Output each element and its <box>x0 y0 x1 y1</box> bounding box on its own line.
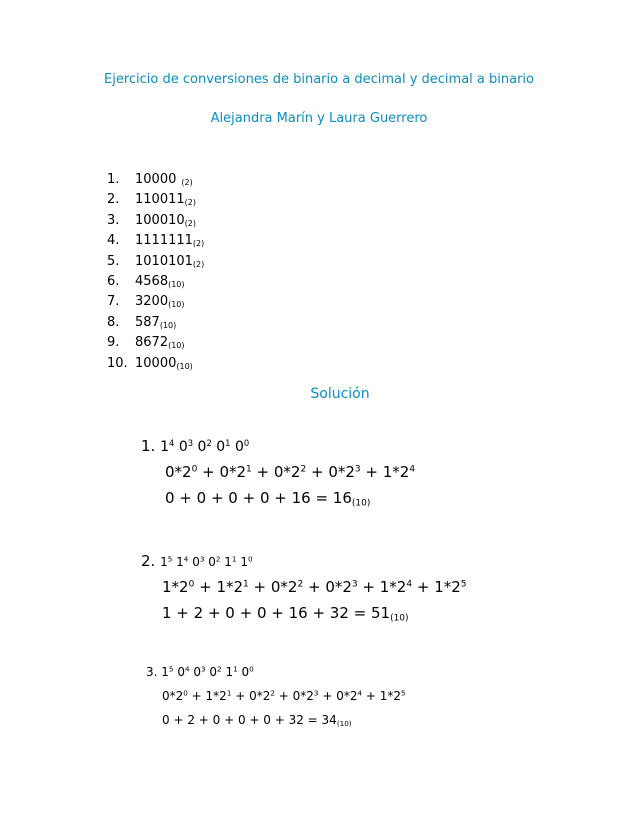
expansion-term: $0*2^3$ <box>292 688 319 703</box>
item-value: 1111111 <box>135 233 193 249</box>
digit-with-position: $0^3$ <box>178 437 194 455</box>
item-value: 10000 <box>135 172 177 187</box>
expansion-term: $0*2^3$ <box>328 463 361 481</box>
expansion-term: $1*2^4$ <box>379 578 413 596</box>
expansion-line: $0*2^0 + 1*2^1 + 0*2^2 + 0*2^3 + 0*2^4 + 1*2^5$ <box>162 688 406 703</box>
item-number: 8. <box>107 314 120 330</box>
sum-base: (10) <box>390 613 409 624</box>
expansion-term: $0*2^2$ <box>273 463 307 481</box>
binary-digits-line <box>141 552 253 570</box>
sum-line: $0 + 0 + 0 + 0 + 16 = 16_{(10)}$ <box>165 489 371 509</box>
item-base: (10) <box>168 279 185 289</box>
item-number: 9. <box>107 335 120 351</box>
expansion-term: $1*2^0$ <box>162 578 195 596</box>
item-number: 5. <box>107 253 120 269</box>
item-base: (10) <box>176 361 193 371</box>
digit-with-position: $0^3$ <box>192 554 205 569</box>
sum-base: (10) <box>351 498 371 509</box>
digit-with-position: $0^2$ <box>209 664 222 679</box>
digit-with-position: $1^1$ <box>224 554 237 569</box>
digit-with-position: $0^0$ <box>234 437 250 455</box>
solution-title: Solución <box>310 386 370 402</box>
digit-with-position: $1^0$ <box>240 554 253 569</box>
expansion-term: $0*2^2$ <box>249 688 275 703</box>
expansion-term: $0*2^4$ <box>336 688 363 703</box>
digit-with-position: $0^2$ <box>208 554 221 569</box>
item-base: (2) <box>184 218 196 228</box>
digit-with-position: $1^5$ <box>160 554 173 569</box>
expansion-term: $0*2^1$ <box>219 463 252 481</box>
expansion-term: $0*2^0$ <box>165 463 198 481</box>
expansion-line: $0*2^0 + 0*2^1 + 0*2^2 + 0*2^3 + 1*2^4$ <box>165 463 416 481</box>
document-title: Ejercicio de conversiones de binario a decimal y decimal a binario <box>104 72 534 87</box>
item-number: 6. <box>107 273 120 289</box>
digit-with-position: $0^2$ <box>197 437 212 455</box>
sum-base: (10) <box>336 719 352 729</box>
expansion-term: $0*2^2$ <box>270 578 304 596</box>
digit-with-position: $1^5$ <box>161 664 174 679</box>
item-value: 3200 <box>135 294 169 310</box>
expansion-term: $1*2^1$ <box>216 578 249 596</box>
item-base: (2) <box>181 178 193 187</box>
document-authors: Alejandra Marín y Laura Guerrero <box>210 111 428 126</box>
item-base: (2) <box>192 259 205 269</box>
item-value: 4568 <box>135 273 169 289</box>
item-value: 10000 <box>135 355 177 371</box>
item-value: 100010 <box>135 212 185 228</box>
binary-digits-line <box>146 665 254 679</box>
item-base: (10) <box>168 300 185 310</box>
solution-label: 3. <box>146 665 162 679</box>
expansion-term: $0*2^0$ <box>162 688 188 703</box>
item-value: 587 <box>135 314 160 330</box>
sum-line: $0 + 2 + 0 + 0 + 0 + 32 = 34_{(10)}$ <box>162 713 352 729</box>
item-value: 8672 <box>135 335 169 351</box>
item-base: (2) <box>192 239 205 249</box>
item-base: (10) <box>168 341 185 351</box>
item-number: 7. <box>107 294 120 310</box>
expansion-term: $1*2^5$ <box>379 688 406 703</box>
item-base: (10) <box>159 320 177 330</box>
digit-with-position: $0^1$ <box>216 437 231 455</box>
expansion-term: $1*2^5$ <box>434 578 467 596</box>
item-value: 1010101 <box>135 253 193 269</box>
digit-with-position: $0^3$ <box>193 664 206 679</box>
item-number: 3. <box>107 212 120 228</box>
digit-with-position: $0^4$ <box>177 664 190 679</box>
solution-label: 1. <box>141 437 161 455</box>
expansion-term: $1*2^4$ <box>382 463 416 481</box>
item-number: 2. <box>107 192 120 208</box>
item-number: 10. <box>107 355 128 371</box>
binary-digits-line <box>141 437 249 455</box>
expansion-term: $1*2^1$ <box>205 688 232 703</box>
digit-with-position: $1^1$ <box>225 664 238 679</box>
item-value: 110011 <box>135 192 185 208</box>
item-number: 1. <box>107 172 120 187</box>
solution-label: 2. <box>141 552 161 570</box>
item-base: (2) <box>184 198 196 208</box>
expansion-line: $1*2^0 + 1*2^1 + 0*2^2 + 0*2^3 + 1*2^4 + 1*2^5$ <box>162 578 467 596</box>
sum-line: $1 + 2 + 0 + 0 + 16 + 32 = 51_{(10)}$ <box>162 604 409 624</box>
digit-with-position: $0^0$ <box>241 664 254 679</box>
digit-with-position: $1^4$ <box>160 437 175 455</box>
item-number: 4. <box>107 233 120 249</box>
digit-with-position: $1^4$ <box>176 554 189 569</box>
expansion-term: $0*2^3$ <box>325 578 358 596</box>
